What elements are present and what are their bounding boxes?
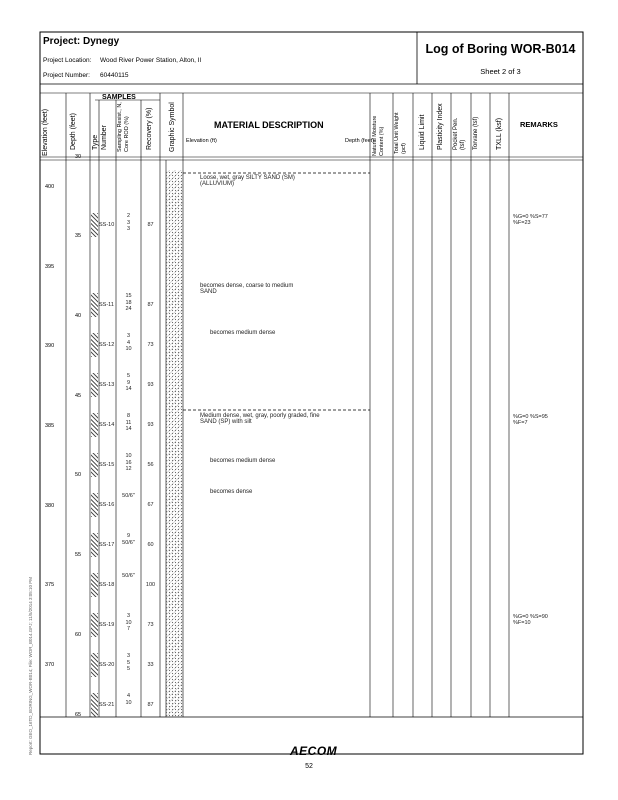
- sample-recovery: 93: [147, 422, 154, 428]
- sample-type-hatch: [91, 213, 98, 237]
- sample-number: SS-15: [99, 462, 115, 468]
- sample-number: SS-19: [99, 622, 115, 628]
- sample-recovery: 87: [147, 702, 154, 708]
- log-title: Log of Boring WOR-B014: [425, 42, 576, 56]
- sample-type-hatch: [91, 613, 98, 637]
- col-liquid: Liquid Limit: [419, 114, 426, 150]
- sample-blows: 3 10 7: [125, 613, 132, 632]
- col-elev-sub: Elevation (ft): [186, 138, 217, 144]
- remark-3: %G=0 %S=90 %F=10: [513, 614, 548, 626]
- col-remarks: REMARKS: [520, 120, 558, 129]
- sample-number: SS-13: [99, 382, 115, 388]
- elevation-label: 370: [45, 662, 55, 668]
- remark-1: %G=0 %S=77 %F=23: [513, 214, 548, 226]
- col-samples: SAMPLES: [102, 94, 136, 101]
- sample-blows: 3 5 5: [126, 653, 131, 672]
- sample-number: SS-14: [99, 422, 115, 428]
- sample-type-hatch: [91, 493, 98, 517]
- sample-blows: 4 10: [125, 693, 132, 706]
- col-torvane: Torvane (tsf): [473, 116, 479, 150]
- sample-type-hatch: [91, 693, 98, 717]
- sample-number: SS-16: [99, 502, 115, 508]
- sample-recovery: 56: [147, 462, 154, 468]
- sample-recovery: 60: [147, 542, 154, 548]
- project-location: Wood River Power Station, Alton, Il: [100, 57, 202, 64]
- elevation-label: 400: [45, 184, 55, 190]
- col-txll: TXLL (ksf): [496, 117, 503, 150]
- sample-type-hatch: [91, 573, 98, 597]
- col-blows: Sampling Resist., N, Core ROD (%): [117, 102, 130, 152]
- project-title: Project: Dynegy: [43, 36, 120, 47]
- location-label: Project Location:: [43, 57, 92, 64]
- col-pocket: Pocket Pen. (tsf): [453, 117, 466, 150]
- sample-recovery: 67: [147, 502, 154, 508]
- sample-blows: 8 11 14: [125, 413, 132, 432]
- sample-recovery: 73: [147, 342, 154, 348]
- sample-recovery: 100: [145, 582, 156, 588]
- col-moisture: Natural Moisture Content (%): [372, 115, 385, 156]
- col-type: Type: [92, 134, 99, 150]
- elevation-label: 385: [45, 423, 55, 429]
- sample-blows: 10 16 12: [125, 453, 132, 472]
- description-5: becomes medium dense: [210, 458, 276, 464]
- page-number: 52: [305, 763, 313, 770]
- sample-number: SS-18: [99, 582, 115, 588]
- sample-number: SS-11: [99, 302, 114, 308]
- report-sidebar-text: Report: GEO_16TD_BORING_WOR-B014; File: WOR_B014.GPJ; 11/5/2014 3:05:10 PM: [28, 577, 33, 755]
- sample-blows: 2 3 3: [126, 213, 131, 232]
- depth-label: 30: [75, 154, 82, 160]
- number-label: Project Number:: [43, 72, 90, 79]
- col-material: MATERIAL DESCRIPTION: [214, 120, 324, 130]
- elevation-label: 380: [45, 503, 55, 509]
- description-6: becomes dense: [210, 489, 253, 495]
- depth-label: 50: [75, 472, 82, 478]
- sample-number: SS-21: [99, 702, 115, 708]
- sheet-number: Sheet 2 of 3: [480, 67, 521, 76]
- col-elevation: Elevation (feet): [42, 108, 49, 156]
- elevation-label: 390: [45, 343, 55, 349]
- sample-type-hatch: [91, 533, 98, 557]
- description-4: Medium dense, wet, gray, poorly graded, fine SAND (SP) with silt: [200, 413, 320, 425]
- sample-type-hatch: [91, 333, 98, 357]
- col-number: Number: [101, 125, 108, 150]
- sample-type-hatch: [91, 453, 98, 477]
- elevation-label: 395: [45, 264, 55, 270]
- col-depth: Depth (feet): [70, 113, 77, 150]
- description-1: Loose, wet, gray SILTY SAND (SM) (ALLUVIUM): [200, 175, 295, 187]
- sample-type-hatch: [91, 653, 98, 677]
- sample-number: SS-12: [99, 342, 115, 348]
- sample-recovery: 33: [147, 662, 154, 668]
- depth-label: 60: [75, 632, 82, 638]
- sample-blows: 50/6": [122, 573, 135, 579]
- col-recovery: Recovery (%): [146, 107, 153, 150]
- depth-label: 55: [75, 552, 82, 558]
- sample-number: SS-20: [99, 662, 115, 668]
- sample-recovery: 87: [147, 302, 154, 308]
- remark-2: %G=0 %S=95 %F=7: [513, 414, 548, 426]
- depth-label: 40: [75, 313, 82, 319]
- sample-type-hatch: [91, 293, 98, 317]
- depth-label: 45: [75, 393, 82, 399]
- col-depth-sub: Depth (feet): [345, 138, 375, 144]
- sample-recovery: 73: [147, 622, 154, 628]
- sample-recovery: 93: [147, 382, 154, 388]
- sample-blows: 9 50/6": [122, 533, 135, 546]
- sample-blows: 3 4 10: [125, 333, 132, 352]
- sample-type-hatch: [91, 413, 98, 437]
- col-dry-unit: Total Unit Weight (pcf): [394, 112, 407, 154]
- project-number: 60440115: [100, 72, 129, 79]
- sample-blows: 5 9 14: [125, 373, 132, 392]
- description-2: becomes dense, coarse to medium SAND: [200, 283, 294, 295]
- description-3: becomes medium dense: [210, 330, 276, 336]
- sample-blows: 15 18 24: [125, 293, 132, 312]
- col-plasticity: Plasticity Index: [437, 103, 444, 150]
- depth-label: 65: [75, 712, 82, 718]
- sample-number: SS-10: [99, 222, 115, 228]
- col-graphic: Graphic Symbol: [169, 102, 176, 152]
- aecom-logo: AECOM: [290, 744, 338, 758]
- sample-number: SS-17: [99, 542, 115, 548]
- sample-blows: 50/6": [122, 493, 135, 499]
- depth-label: 35: [75, 233, 82, 239]
- sample-type-hatch: [91, 373, 98, 397]
- elevation-label: 375: [45, 582, 55, 588]
- sample-recovery: 87: [147, 222, 154, 228]
